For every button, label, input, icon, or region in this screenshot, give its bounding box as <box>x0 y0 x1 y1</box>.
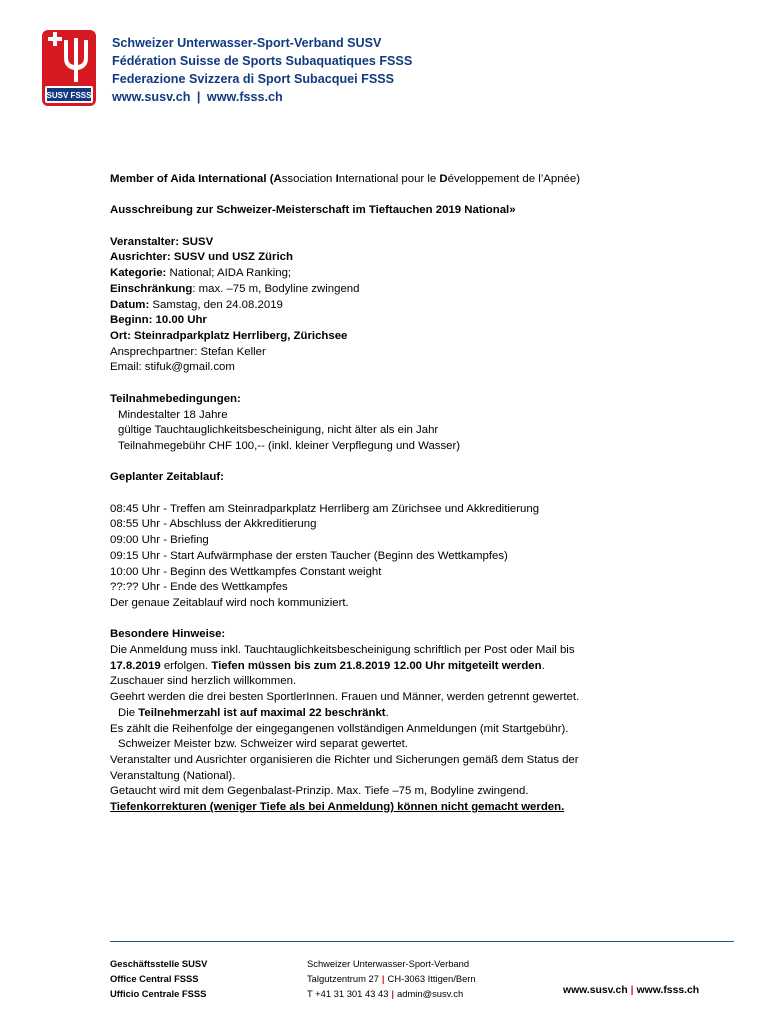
hinweis-line: Tiefenkorrekturen (weniger Tiefe als bei Anmeldung) können nicht gemacht werden. <box>110 801 565 814</box>
logo-text: SUSV FSSS <box>46 91 92 100</box>
hinweis-line: Die Teilnehmerzahl ist auf maximal 22 beschränkt. <box>118 706 389 719</box>
hinweis-line: Zuschauer sind herzlich willkommen. <box>110 675 297 688</box>
document-title: Ausschreibung zur Schweizer-Meisterschaft im Tieftauchen 2019 National» <box>110 204 516 217</box>
list-item: Der genaue Zeitablauf wird noch kommuniziert. <box>110 596 349 609</box>
hinweis-line: Veranstaltung (National). <box>110 769 236 782</box>
footer-website-fsss[interactable]: www.fsss.ch <box>636 985 700 996</box>
org-name-de: Schweizer Unterwasser-Sport-Verband SUSV <box>112 36 382 50</box>
veranstalter: Veranstalter: SUSV <box>110 235 214 248</box>
footer-website-susv[interactable]: www.susv.ch <box>563 985 628 996</box>
org-websites <box>112 88 412 106</box>
website-susv[interactable]: www.susv.ch <box>112 90 191 104</box>
org-name-it: Federazione Svizzera di Sport Subacquei FSSS <box>112 72 395 86</box>
list-item: 08:55 Uhr - Abschluss der Akkreditierung <box>110 518 317 531</box>
footer-divider <box>110 941 734 942</box>
list-item: 08:45 Uhr - Treffen am Steinradparkplatz Herrliberg am Zürichsee und Akkreditierung <box>110 502 540 515</box>
kategorie: Kategorie: National; AIDA Ranking; <box>110 267 292 280</box>
hinweis-line: Es zählt die Reihenfolge der eingegangenen vollständigen Anmeldungen (mit Startgebühr). <box>110 722 569 735</box>
hinweis-line: 17.8.2019 erfolgen. Tiefen müssen bis zum 21.8.2019 12.00 Uhr mitgeteilt werden. <box>110 659 545 672</box>
hinweise-heading: Besondere Hinweise: <box>110 628 226 641</box>
list-item: 09:15 Uhr - Start Aufwärmphase der ersten Taucher (Beginn des Wettkampfes) <box>110 549 508 562</box>
footer-websites: www.susv.ch | www.fsss.ch <box>563 985 700 996</box>
list-item: Mindestalter 18 Jahre <box>118 408 228 421</box>
membership-line: Member of Aida International (Association International pour le Développement de l’Apnée) <box>110 173 581 185</box>
letterhead <box>112 34 412 106</box>
hinweis-line: Die Anmeldung muss inkl. Tauchtauglichkeitsbescheinigung schriftlich per Post oder Mail bis <box>110 644 575 656</box>
email-line: Email: stifuk@gmail.com <box>110 361 235 374</box>
web-separator: | <box>196 90 201 104</box>
beginn: Beginn: 10.00 Uhr <box>110 314 207 327</box>
ort: Ort: Steinradparkplatz Herrliberg, Zürichsee <box>110 330 348 342</box>
list-item: 09:00 Uhr - Briefing <box>110 534 209 547</box>
list-item: 10:00 Uhr - Beginn des Wettkampfes Constant weight <box>110 565 382 578</box>
hinweis-line: Veranstalter und Ausrichter organisieren die Richter und Sicherungen gemäß dem Status der <box>110 753 579 766</box>
ansprechpartner: Ansprechpartner: Stefan Keller <box>110 345 266 358</box>
teilnahme-heading: Teilnahmebedingungen: <box>110 392 241 405</box>
ausrichter: Ausrichter: SUSV und USZ Zürich <box>110 251 293 264</box>
list-item: gültige Tauchtauglichkeitsbescheinigung, nicht älter als ein Jahr <box>118 424 439 437</box>
list-item: Teilnahmegebühr CHF 100,-- (inkl. kleiner Verpflegung und Wasser) <box>118 439 461 452</box>
zeitablauf-heading: Geplanter Zeitablauf: <box>110 471 224 484</box>
susv-logo <box>42 30 96 106</box>
datum: Datum: Samstag, den 24.08.2019 <box>110 298 283 311</box>
footer-phone: T +41 31 301 43 43 <box>307 988 389 999</box>
footer-office: Geschäftsstelle SUSV Office Central FSSS Ufficio Centrale FSSS <box>110 958 208 999</box>
website-fsss[interactable]: www.fsss.ch <box>206 90 283 104</box>
einschraenkung: Einschränkung: max. –75 m, Bodyline zwingend <box>110 282 360 295</box>
hinweis-line: Schweizer Meister bzw. Schweizer wird separat gewertet. <box>118 738 408 751</box>
list-item: ??:?? Uhr - Ende des Wettkampfes <box>110 581 288 594</box>
org-name-fr: Fédération Suisse de Sports Subaquatiques FSSS <box>112 54 413 68</box>
hinweis-line: Geehrt werden die drei besten SportlerInnen. Frauen und Männer, werden getrennt gewertet. <box>110 691 580 704</box>
footer-address: Schweizer Unterwasser-Sport-Verband Talgutzentrum 27 | CH-3063 Ittigen/Bern T +41 31 301 43 43 | admin@susv.ch <box>307 958 476 999</box>
footer-email[interactable]: admin@susv.ch <box>397 988 464 999</box>
document-body <box>110 172 710 816</box>
hinweis-line: Getaucht wird mit dem Gegenbalast-Prinzip. Max. Tiefe –75 m, Bodyline zwingend. <box>110 785 529 798</box>
